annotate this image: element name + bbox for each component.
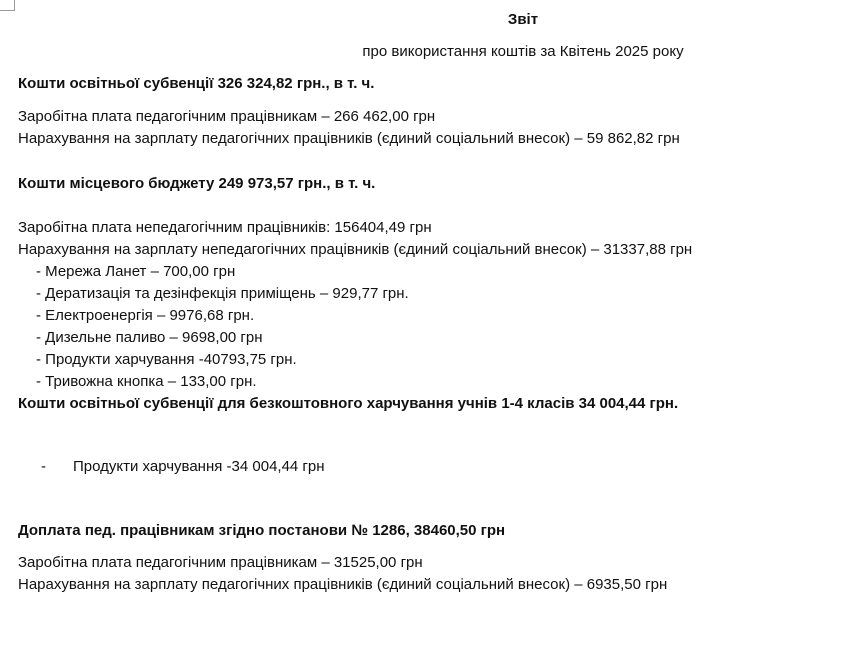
section-1-line-1: Заробітна плата педагогічним працівникам – 266 462,00 грн [18,108,436,125]
expense-item: - Дизельне паливо – 9698,00 грн [36,329,263,346]
section-4-line-2: Нарахування на зарплату педагогічних працівників (єдиний соціальний внесок) – 6935,50 грн [18,576,668,593]
page-corner-mark [0,0,15,11]
expense-item: - Електроенергія – 9976,68 грн. [36,307,255,324]
bullet-dash: - [41,458,46,475]
report-subtitle: про використання коштів за Квітень 2025 року [362,43,684,60]
section-1-line-2: Нарахування на зарплату педагогічних працівників (єдиний соціальний внесок) – 59 862,82 грн [18,130,680,147]
section-2-heading: Кошти місцевого бюджету 249 973,57 грн., в т. ч. [18,175,376,192]
expense-item: - Тривожна кнопка – 133,00 грн. [36,373,257,390]
section-1-heading: Кошти освітньої субвенції 326 324,82 грн., в т. ч. [18,75,375,92]
expense-item: - Мережа Ланет – 700,00 грн [36,263,236,280]
section-2-line-1: Заробітна плата непедагогічним працівників: 156404,49 грн [18,219,432,236]
report-title: Звіт [507,11,539,28]
section-3-bullet-text: Продукти харчування -34 004,44 грн [73,458,325,475]
section-3-heading: Кошти освітньої субвенції для безкоштовного харчування учнів 1-4 класів 34 004,44 грн. [18,395,679,412]
section-4-heading: Доплата пед. працівникам згідно постанови № 1286, 38460,50 грн [18,522,506,539]
expense-item: - Продукти харчування -40793,75 грн. [36,351,297,368]
expense-item: - Дератизація та дезінфекція приміщень – 929,77 грн. [36,285,409,302]
section-2-line-2: Нарахування на зарплату непедагогічних працівників (єдиний соціальний внесок) – 31337,88 грн [18,241,693,258]
section-4-line-1: Заробітна плата педагогічним працівникам – 31525,00 грн [18,554,423,571]
